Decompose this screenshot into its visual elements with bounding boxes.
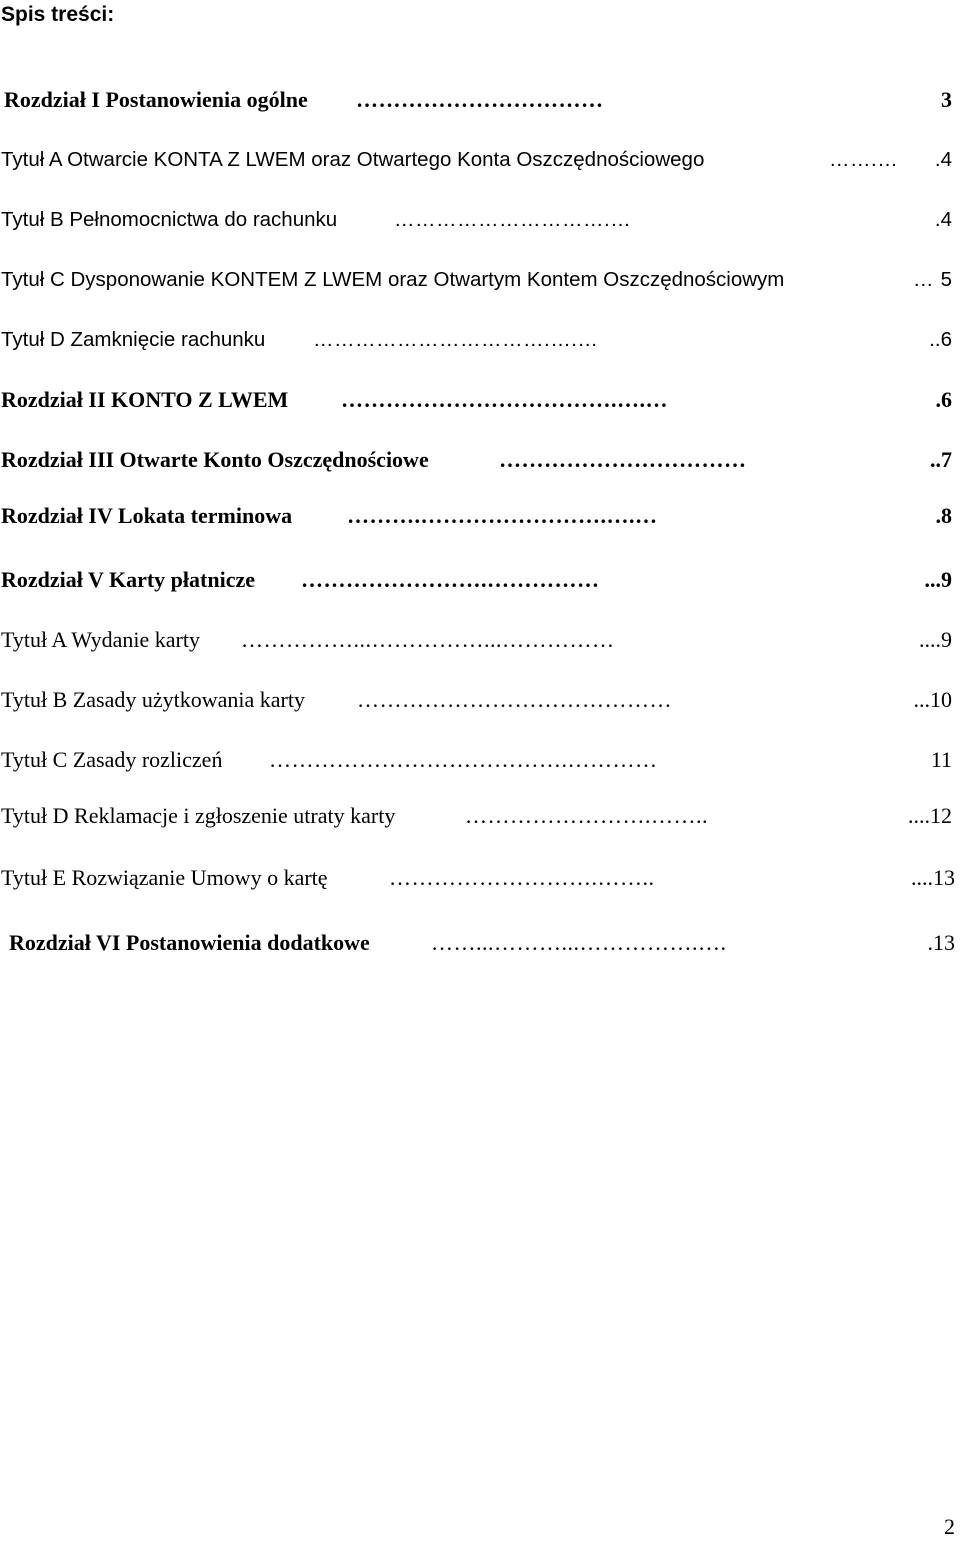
- toc-entry-page: 11: [930, 747, 952, 772]
- toc-entry[interactable]: [1, 146, 952, 174]
- toc-entry[interactable]: [9, 929, 955, 957]
- toc-entry-page: .8: [935, 503, 952, 528]
- toc-entry-title: Tytuł D Reklamacje i zgłoszenie utraty karty: [1, 803, 396, 828]
- toc-entry-title: Rozdział V Karty płatnicze: [1, 567, 255, 592]
- toc-entry[interactable]: [1, 386, 952, 414]
- toc-entry-leader: …: [913, 268, 934, 291]
- toc-entry-leader: ………………………………….…………: [269, 747, 658, 772]
- toc-entry[interactable]: [1, 802, 952, 830]
- toc-entry-title: Tytuł B Pełnomocnictwa do rachunku: [1, 208, 338, 231]
- toc-entry[interactable]: [1, 626, 952, 654]
- toc-entry-page: ..7: [930, 447, 952, 472]
- toc-entry-title: Tytuł D Zamknięcie rachunku: [1, 328, 266, 351]
- toc-entry-leader: …………………….……..: [465, 803, 708, 828]
- toc-entry-leader: …….…: [829, 148, 899, 171]
- toc-entry-page: ...9: [924, 567, 952, 592]
- toc-entry-title: Rozdział IV Lokata terminowa: [1, 503, 293, 528]
- toc-entry[interactable]: [1, 266, 952, 294]
- toc-entry[interactable]: [1, 566, 952, 594]
- toc-entry-page: ....13: [911, 865, 955, 890]
- toc-entry-page: .4: [934, 208, 952, 231]
- toc-entry-title: Tytuł A Otwarcie KONTA Z LWEM oraz Otwartego Konta Oszczędnościowego: [1, 148, 705, 171]
- toc-entry-leader: …………………………….….…: [313, 328, 599, 351]
- toc-entry-page: .6: [935, 387, 952, 412]
- toc-entry-page: ....12: [908, 803, 952, 828]
- toc-entry-page: ....9: [919, 627, 952, 652]
- toc-entry-leader: …………………….……………: [301, 567, 600, 592]
- toc-entry-page: .13: [927, 930, 955, 955]
- toc-entry-leader: ……………………………….….…: [341, 387, 668, 412]
- toc-entry[interactable]: [1, 686, 952, 714]
- toc-entry-title: Tytuł C Dysponowanie KONTEM Z LWEM oraz Otwartym Kontem Oszczędnościowym: [1, 268, 785, 291]
- toc-entry-page: ..6: [929, 328, 952, 351]
- toc-entry[interactable]: [1, 446, 952, 474]
- toc-entry-page: 3: [941, 87, 952, 112]
- toc-heading: Spis treści:: [1, 3, 115, 26]
- toc-entry-title: Rozdział I Postanowienia ogólne: [4, 87, 308, 112]
- toc-entry-title: Tytuł A Wydanie karty: [1, 627, 200, 652]
- toc-entry-page: .4: [934, 148, 952, 171]
- toc-entry[interactable]: [1, 502, 952, 530]
- toc-entry-page: ...10: [913, 687, 952, 712]
- page-number: 2: [944, 1514, 955, 1539]
- toc-entry[interactable]: [1, 326, 952, 354]
- toc-entry-leader: ………………………….…: [394, 208, 632, 231]
- toc-entry-leader: ……………………………: [356, 87, 604, 112]
- toc-entry-leader: ……………………………: [499, 447, 747, 472]
- toc-entry-leader: ……...………...…………….….: [431, 930, 727, 955]
- toc-entry-leader: ……….…………………….….…: [347, 503, 658, 528]
- toc-entry-title: Rozdział VI Postanowienia dodatkowe: [9, 930, 370, 955]
- toc-entry-title: Tytuł B Zasady użytkowania karty: [1, 687, 305, 712]
- toc-entry[interactable]: [1, 746, 952, 774]
- toc-entry-title: Rozdział III Otwarte Konto Oszczędnościowe: [1, 447, 429, 472]
- toc-entry[interactable]: [4, 86, 952, 114]
- toc-entry-title: Tytuł E Rozwiązanie Umowy o kartę: [1, 865, 328, 890]
- toc-entry[interactable]: [1, 864, 955, 892]
- toc-entry[interactable]: [1, 206, 952, 234]
- toc-entry-leader: ……………………….……..: [389, 865, 655, 890]
- toc-entry-leader: ……………...……………...……………: [241, 627, 615, 652]
- toc-entry-leader: ……………………………………: [357, 687, 672, 712]
- toc-entry-page: 5: [940, 268, 952, 291]
- toc-entry-title: Rozdział II KONTO Z LWEM: [1, 387, 289, 412]
- toc-entry-title: Tytuł C Zasady rozliczeń: [1, 747, 223, 772]
